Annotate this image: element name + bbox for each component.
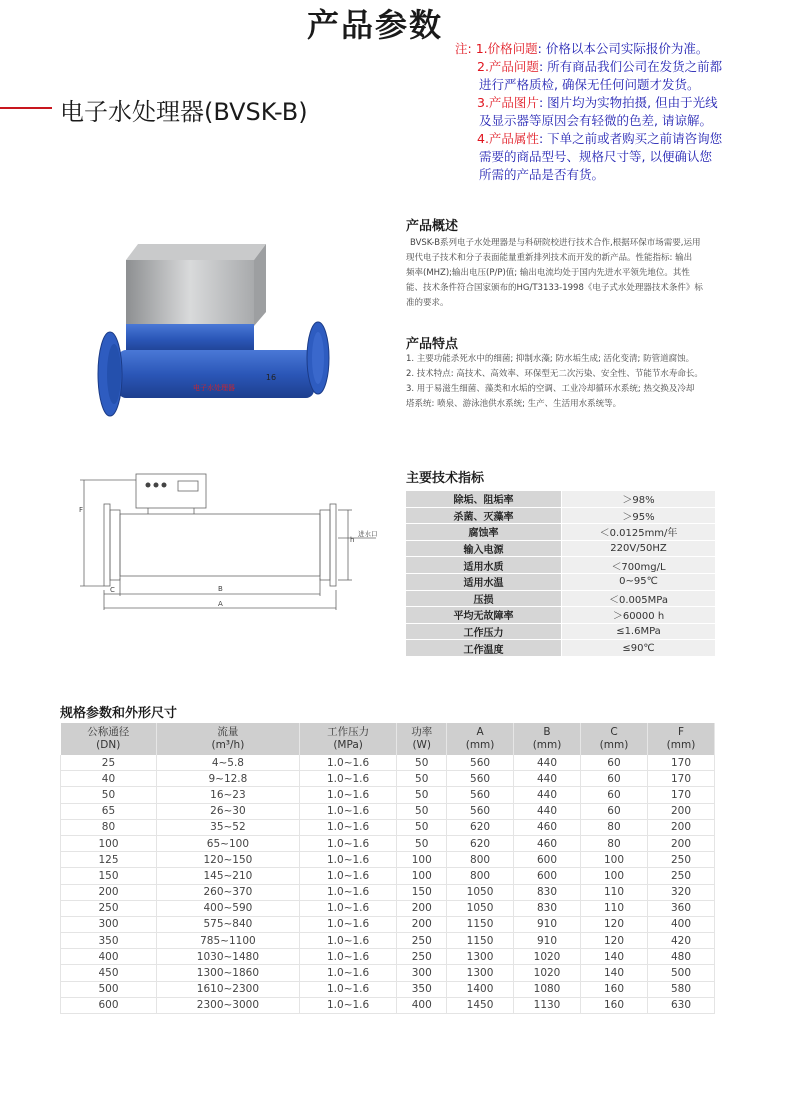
table-cell: 2300~3000: [156, 997, 299, 1013]
table-cell: 500: [61, 981, 157, 997]
spec-value: 220V/50HZ: [562, 540, 716, 557]
dimensions-table-body: [61, 755, 715, 1014]
table-cell: 1.0~1.6: [299, 755, 397, 771]
dimensions-header-row: [61, 723, 715, 755]
table-cell: 1300: [447, 949, 514, 965]
dimensions-header-cell: [61, 723, 157, 755]
table-cell: 1150: [447, 933, 514, 949]
table-row: [61, 997, 715, 1013]
table-cell: 80: [61, 819, 157, 835]
notice-line-3: [455, 94, 775, 112]
header-unit: (W): [412, 739, 432, 751]
spec-key: 适用水质: [406, 557, 562, 574]
spec-row: [406, 623, 715, 640]
table-cell: 1.0~1.6: [299, 916, 397, 932]
spec-value: ＜0.005MPa: [562, 590, 716, 607]
table-cell: 400: [647, 916, 714, 932]
table-cell: 400: [397, 997, 447, 1013]
overview-line: 准的要求。: [406, 298, 449, 308]
table-cell: 50: [397, 803, 447, 819]
overview-title: 产品概述: [406, 219, 459, 234]
table-cell: 830: [514, 884, 581, 900]
table-cell: 80: [581, 835, 648, 851]
spec-value: ＜0.0125mm/年: [562, 524, 716, 541]
drawing-label-F: F: [79, 506, 84, 514]
spec-row: [406, 491, 715, 507]
table-cell: 350: [397, 981, 447, 997]
table-cell: 500: [647, 965, 714, 981]
table-cell: 65~100: [156, 835, 299, 851]
header-unit: (mm): [532, 739, 562, 751]
right-flange-hub: [312, 332, 324, 384]
table-cell: 785~1100: [156, 933, 299, 949]
box-top: [126, 244, 266, 260]
table-cell: 50: [397, 755, 447, 771]
product-photo: [96, 238, 336, 433]
spec-key: 工作压力: [406, 623, 562, 640]
table-row: [61, 835, 715, 851]
table-row: [61, 771, 715, 787]
spec-key: 腐蚀率: [406, 524, 562, 541]
spec-key: 适用水温: [406, 573, 562, 590]
table-cell: 1.0~1.6: [299, 868, 397, 884]
table-cell: 1610~2300: [156, 981, 299, 997]
table-cell: 580: [647, 981, 714, 997]
table-cell: 560: [447, 771, 514, 787]
table-cell: 120: [581, 916, 648, 932]
table-cell: 1300: [447, 965, 514, 981]
table-cell: 200: [647, 819, 714, 835]
notice-cont-2: 进行严格质检, 确保无任何问题才发货。: [479, 77, 700, 92]
spec-row: [406, 640, 715, 657]
table-cell: 620: [447, 835, 514, 851]
table-cell: 480: [647, 949, 714, 965]
table-cell: 80: [581, 819, 648, 835]
table-cell: 200: [647, 835, 714, 851]
product-name: 电子水处理器(BVSK-B): [60, 98, 308, 126]
table-cell: 1400: [447, 981, 514, 997]
table-row: [61, 981, 715, 997]
header-unit: (mm): [599, 739, 629, 751]
table-cell: 250: [397, 933, 447, 949]
table-row: [61, 819, 715, 835]
drawing-left-flange: [104, 504, 110, 586]
table-cell: 250: [647, 852, 714, 868]
dimensions-header-cell: [299, 723, 397, 755]
table-cell: 200: [397, 916, 447, 932]
table-row: [61, 900, 715, 916]
pipe-label-text: 电子水处理器: [193, 384, 235, 392]
notice-key-2: 2.产品问题: [477, 59, 539, 74]
table-row: [61, 803, 715, 819]
spec-row: [406, 540, 715, 557]
table-cell: 630: [647, 997, 714, 1013]
drawing-pipe: [120, 514, 320, 576]
table-cell: 26~30: [156, 803, 299, 819]
table-cell: 350: [61, 933, 157, 949]
table-cell: 100: [397, 868, 447, 884]
specs-table: [406, 491, 715, 657]
spec-key: 除垢、阻垢率: [406, 491, 562, 507]
table-cell: 60: [581, 771, 648, 787]
table-cell: 100: [581, 852, 648, 868]
dimensions-header-cell: [581, 723, 648, 755]
table-cell: 60: [581, 755, 648, 771]
header-unit: (MPa): [333, 739, 363, 751]
spec-value: ＞95%: [562, 507, 716, 524]
specs-title: 主要技术指标: [406, 471, 485, 486]
spec-key: 输入电源: [406, 540, 562, 557]
table-cell: 1.0~1.6: [299, 835, 397, 851]
table-cell: 1.0~1.6: [299, 803, 397, 819]
overview-text: [406, 236, 726, 311]
notice-block: [455, 40, 775, 184]
features-title: 产品特点: [406, 337, 459, 352]
table-cell: 200: [397, 900, 447, 916]
dimensions-header-cell: [514, 723, 581, 755]
drawing-display: [178, 481, 198, 491]
table-cell: 440: [514, 771, 581, 787]
table-cell: 1080: [514, 981, 581, 997]
table-cell: 50: [397, 819, 447, 835]
spec-value: ＞60000 h: [562, 607, 716, 624]
dimensions-header-cell: [447, 723, 514, 755]
table-cell: 1050: [447, 900, 514, 916]
overview-line: 频率(MHZ);输出电压(P/P)值; 输出电流均处于国内先进水平领先地位。其性: [406, 268, 690, 278]
pipe-label-number: 16: [265, 373, 277, 382]
notice-text-4: : 下单之前或者购买之前请咨询您: [538, 131, 723, 146]
table-cell: 575~840: [156, 916, 299, 932]
table-cell: 800: [447, 852, 514, 868]
table-cell: 400~590: [156, 900, 299, 916]
table-cell: 120: [581, 933, 648, 949]
table-row: [61, 787, 715, 803]
header-label: 工作压力: [327, 726, 370, 738]
notice-last-line: 所需的产品是否有货。: [479, 167, 605, 182]
table-cell: 1030~1480: [156, 949, 299, 965]
header-unit: (mm): [465, 739, 495, 751]
table-cell: 800: [447, 868, 514, 884]
spec-row: [406, 557, 715, 574]
header-unit: (m³/h): [211, 739, 245, 751]
header-label: 公称通径: [87, 726, 130, 738]
title-accent-line: [0, 107, 52, 109]
table-cell: 830: [514, 900, 581, 916]
table-cell: 450: [61, 965, 157, 981]
table-cell: 420: [647, 933, 714, 949]
table-cell: 600: [61, 997, 157, 1013]
drawing-indicator-3: [162, 483, 167, 488]
drawing-label-h: h: [350, 536, 355, 544]
page-title: 产品参数: [306, 6, 443, 44]
table-cell: 1.0~1.6: [299, 884, 397, 900]
header-label: B: [543, 726, 551, 738]
feature-line: 1. 主要功能杀死水中的细菌; 抑制水藻; 防水垢生成; 活化变清; 防管道腐蚀。: [406, 354, 695, 364]
table-cell: 110: [581, 884, 648, 900]
drawing-indicator-1: [146, 483, 151, 488]
table-cell: 1300~1860: [156, 965, 299, 981]
table-cell: 1020: [514, 965, 581, 981]
table-cell: 50: [61, 787, 157, 803]
spec-key: 杀菌、灭藻率: [406, 507, 562, 524]
table-cell: 560: [447, 803, 514, 819]
header-unit: (DN): [96, 739, 121, 751]
table-cell: 910: [514, 933, 581, 949]
notice-cont-3: 及显示器等原因会有轻微的色差, 请谅解。: [479, 113, 712, 128]
table-cell: 1.0~1.6: [299, 819, 397, 835]
table-cell: 50: [397, 787, 447, 803]
table-cell: 40: [61, 771, 157, 787]
table-cell: 300: [61, 916, 157, 932]
table-cell: 1.0~1.6: [299, 900, 397, 916]
spec-value: ≤1.6MPa: [562, 623, 716, 640]
table-cell: 400: [61, 949, 157, 965]
table-cell: 300: [397, 965, 447, 981]
features-text: [406, 352, 726, 412]
table-cell: 50: [397, 835, 447, 851]
notice-line-1: [455, 40, 775, 58]
table-cell: 50: [397, 771, 447, 787]
header-label: C: [610, 726, 618, 738]
table-cell: 100: [61, 835, 157, 851]
notice-key-1: 1.价格问题: [475, 41, 538, 56]
table-cell: 460: [514, 835, 581, 851]
overview-line: BVSK-B系列电子水处理器是与科研院校进行技术合作,根据环保市场需要,运用: [410, 238, 701, 248]
table-cell: 65: [61, 803, 157, 819]
table-cell: 260~370: [156, 884, 299, 900]
spec-value: ＞98%: [562, 491, 716, 507]
table-cell: 910: [514, 916, 581, 932]
table-row: [61, 884, 715, 900]
notice-key-4: 4.产品属性: [477, 131, 539, 146]
table-cell: 250: [61, 900, 157, 916]
table-cell: 60: [581, 787, 648, 803]
table-cell: 1.0~1.6: [299, 852, 397, 868]
dimensions-table: [60, 723, 715, 1014]
notice-line-4: [455, 130, 775, 148]
table-cell: 200: [647, 803, 714, 819]
spec-key: 工作温度: [406, 640, 562, 657]
notice-cont-4: 需要的商品型号、规格尺寸等, 以便确认您: [479, 149, 712, 164]
notice-key-3: 3.产品图片: [477, 95, 539, 110]
spec-row: [406, 524, 715, 541]
header-label: A: [476, 726, 484, 738]
table-cell: 250: [647, 868, 714, 884]
table-cell: 200: [61, 884, 157, 900]
table-cell: 140: [581, 949, 648, 965]
table-cell: 1.0~1.6: [299, 997, 397, 1013]
table-cell: 560: [447, 755, 514, 771]
drawing-right-flange: [330, 504, 336, 586]
table-row: [61, 965, 715, 981]
table-cell: 250: [397, 949, 447, 965]
notice-prefix: 注:: [455, 41, 472, 56]
table-cell: 9~12.8: [156, 771, 299, 787]
spec-value: ＜700mg/L: [562, 557, 716, 574]
notice-line-2: [455, 58, 775, 76]
notice-text-1: : 价格以本公司实际报价为准。: [537, 41, 709, 56]
table-cell: 1.0~1.6: [299, 771, 397, 787]
spec-row: [406, 573, 715, 590]
spec-row: [406, 507, 715, 524]
left-flange-hub: [107, 344, 121, 404]
body-upper: [126, 324, 254, 354]
dimensions-title: 规格参数和外形尺寸: [60, 706, 178, 721]
table-cell: 4~5.8: [156, 755, 299, 771]
dimensions-header-cell: [156, 723, 299, 755]
drawing-label-inlet: 进水口: [358, 530, 378, 538]
spec-row: [406, 590, 715, 607]
table-cell: 145~210: [156, 868, 299, 884]
table-row: [61, 755, 715, 771]
table-row: [61, 852, 715, 868]
table-cell: 560: [447, 787, 514, 803]
notice-text-3: : 图片均为实物拍摄, 但由于光线: [538, 95, 718, 110]
drawing-label-B: B: [218, 585, 223, 593]
table-cell: 1.0~1.6: [299, 949, 397, 965]
header-label: F: [677, 726, 684, 738]
dimensions-header-cell: [647, 723, 714, 755]
table-cell: 60: [581, 803, 648, 819]
table-row: [61, 949, 715, 965]
table-cell: 160: [581, 981, 648, 997]
feature-line: 3. 用于易滋生细菌、藻类和水垢的空调、工业冷却循环水系统; 热交换及冷却: [406, 384, 695, 394]
table-cell: 320: [647, 884, 714, 900]
table-cell: 440: [514, 803, 581, 819]
table-cell: 1130: [514, 997, 581, 1013]
header-label: 流量: [217, 726, 239, 738]
table-cell: 620: [447, 819, 514, 835]
table-cell: 1450: [447, 997, 514, 1013]
box-front: [126, 260, 254, 326]
table-cell: 170: [647, 787, 714, 803]
table-cell: 1.0~1.6: [299, 787, 397, 803]
table-cell: 1150: [447, 916, 514, 932]
table-cell: 1.0~1.6: [299, 933, 397, 949]
table-cell: 1050: [447, 884, 514, 900]
table-cell: 440: [514, 787, 581, 803]
spec-value: 0~95℃: [562, 573, 716, 590]
table-cell: 600: [514, 868, 581, 884]
table-cell: 1020: [514, 949, 581, 965]
table-cell: 160: [581, 997, 648, 1013]
table-row: [61, 916, 715, 932]
notice-text-2: : 所有商品我们公司在发货之前都: [538, 59, 723, 74]
table-cell: 16~23: [156, 787, 299, 803]
feature-line: 塔系统: 喷泉、游泳池供水系统; 生产、生活用水系统等。: [406, 399, 622, 409]
table-cell: 100: [581, 868, 648, 884]
table-cell: 150: [397, 884, 447, 900]
table-cell: 460: [514, 819, 581, 835]
table-cell: 360: [647, 900, 714, 916]
header-label: 功率: [411, 726, 433, 738]
overview-line: 能、技术条件符合国家颁布的HG/T3133-1998《电子式水处理器技术条件》标: [406, 283, 703, 293]
dimension-drawing: [76, 470, 396, 620]
table-cell: 110: [581, 900, 648, 916]
drawing-indicator-2: [154, 483, 159, 488]
spec-key: 压损: [406, 590, 562, 607]
table-cell: 120~150: [156, 852, 299, 868]
table-cell: 150: [61, 868, 157, 884]
feature-line: 2. 技术特点: 高技术、高效率、环保型无二次污染、安全性、节能节水寿命长。: [406, 369, 703, 379]
table-cell: 125: [61, 852, 157, 868]
table-cell: 140: [581, 965, 648, 981]
table-cell: 100: [397, 852, 447, 868]
drawing-label-A: A: [218, 600, 223, 608]
table-cell: 600: [514, 852, 581, 868]
spec-value: ≤90℃: [562, 640, 716, 657]
overview-line: 现代电子技术和分子表面能量重新排列技术而开发的新产品。性能指标: 输出: [406, 253, 693, 263]
table-cell: 35~52: [156, 819, 299, 835]
table-cell: 1.0~1.6: [299, 981, 397, 997]
table-cell: 1.0~1.6: [299, 965, 397, 981]
table-cell: 170: [647, 771, 714, 787]
header-unit: (mm): [666, 739, 696, 751]
drawing-label-C: C: [110, 586, 115, 594]
spec-key: 平均无故障率: [406, 607, 562, 624]
specs-table-body: [406, 491, 715, 656]
table-row: [61, 868, 715, 884]
table-cell: 25: [61, 755, 157, 771]
table-cell: 170: [647, 755, 714, 771]
table-row: [61, 933, 715, 949]
spec-row: [406, 607, 715, 624]
table-cell: 440: [514, 755, 581, 771]
dimensions-header-cell: [397, 723, 447, 755]
